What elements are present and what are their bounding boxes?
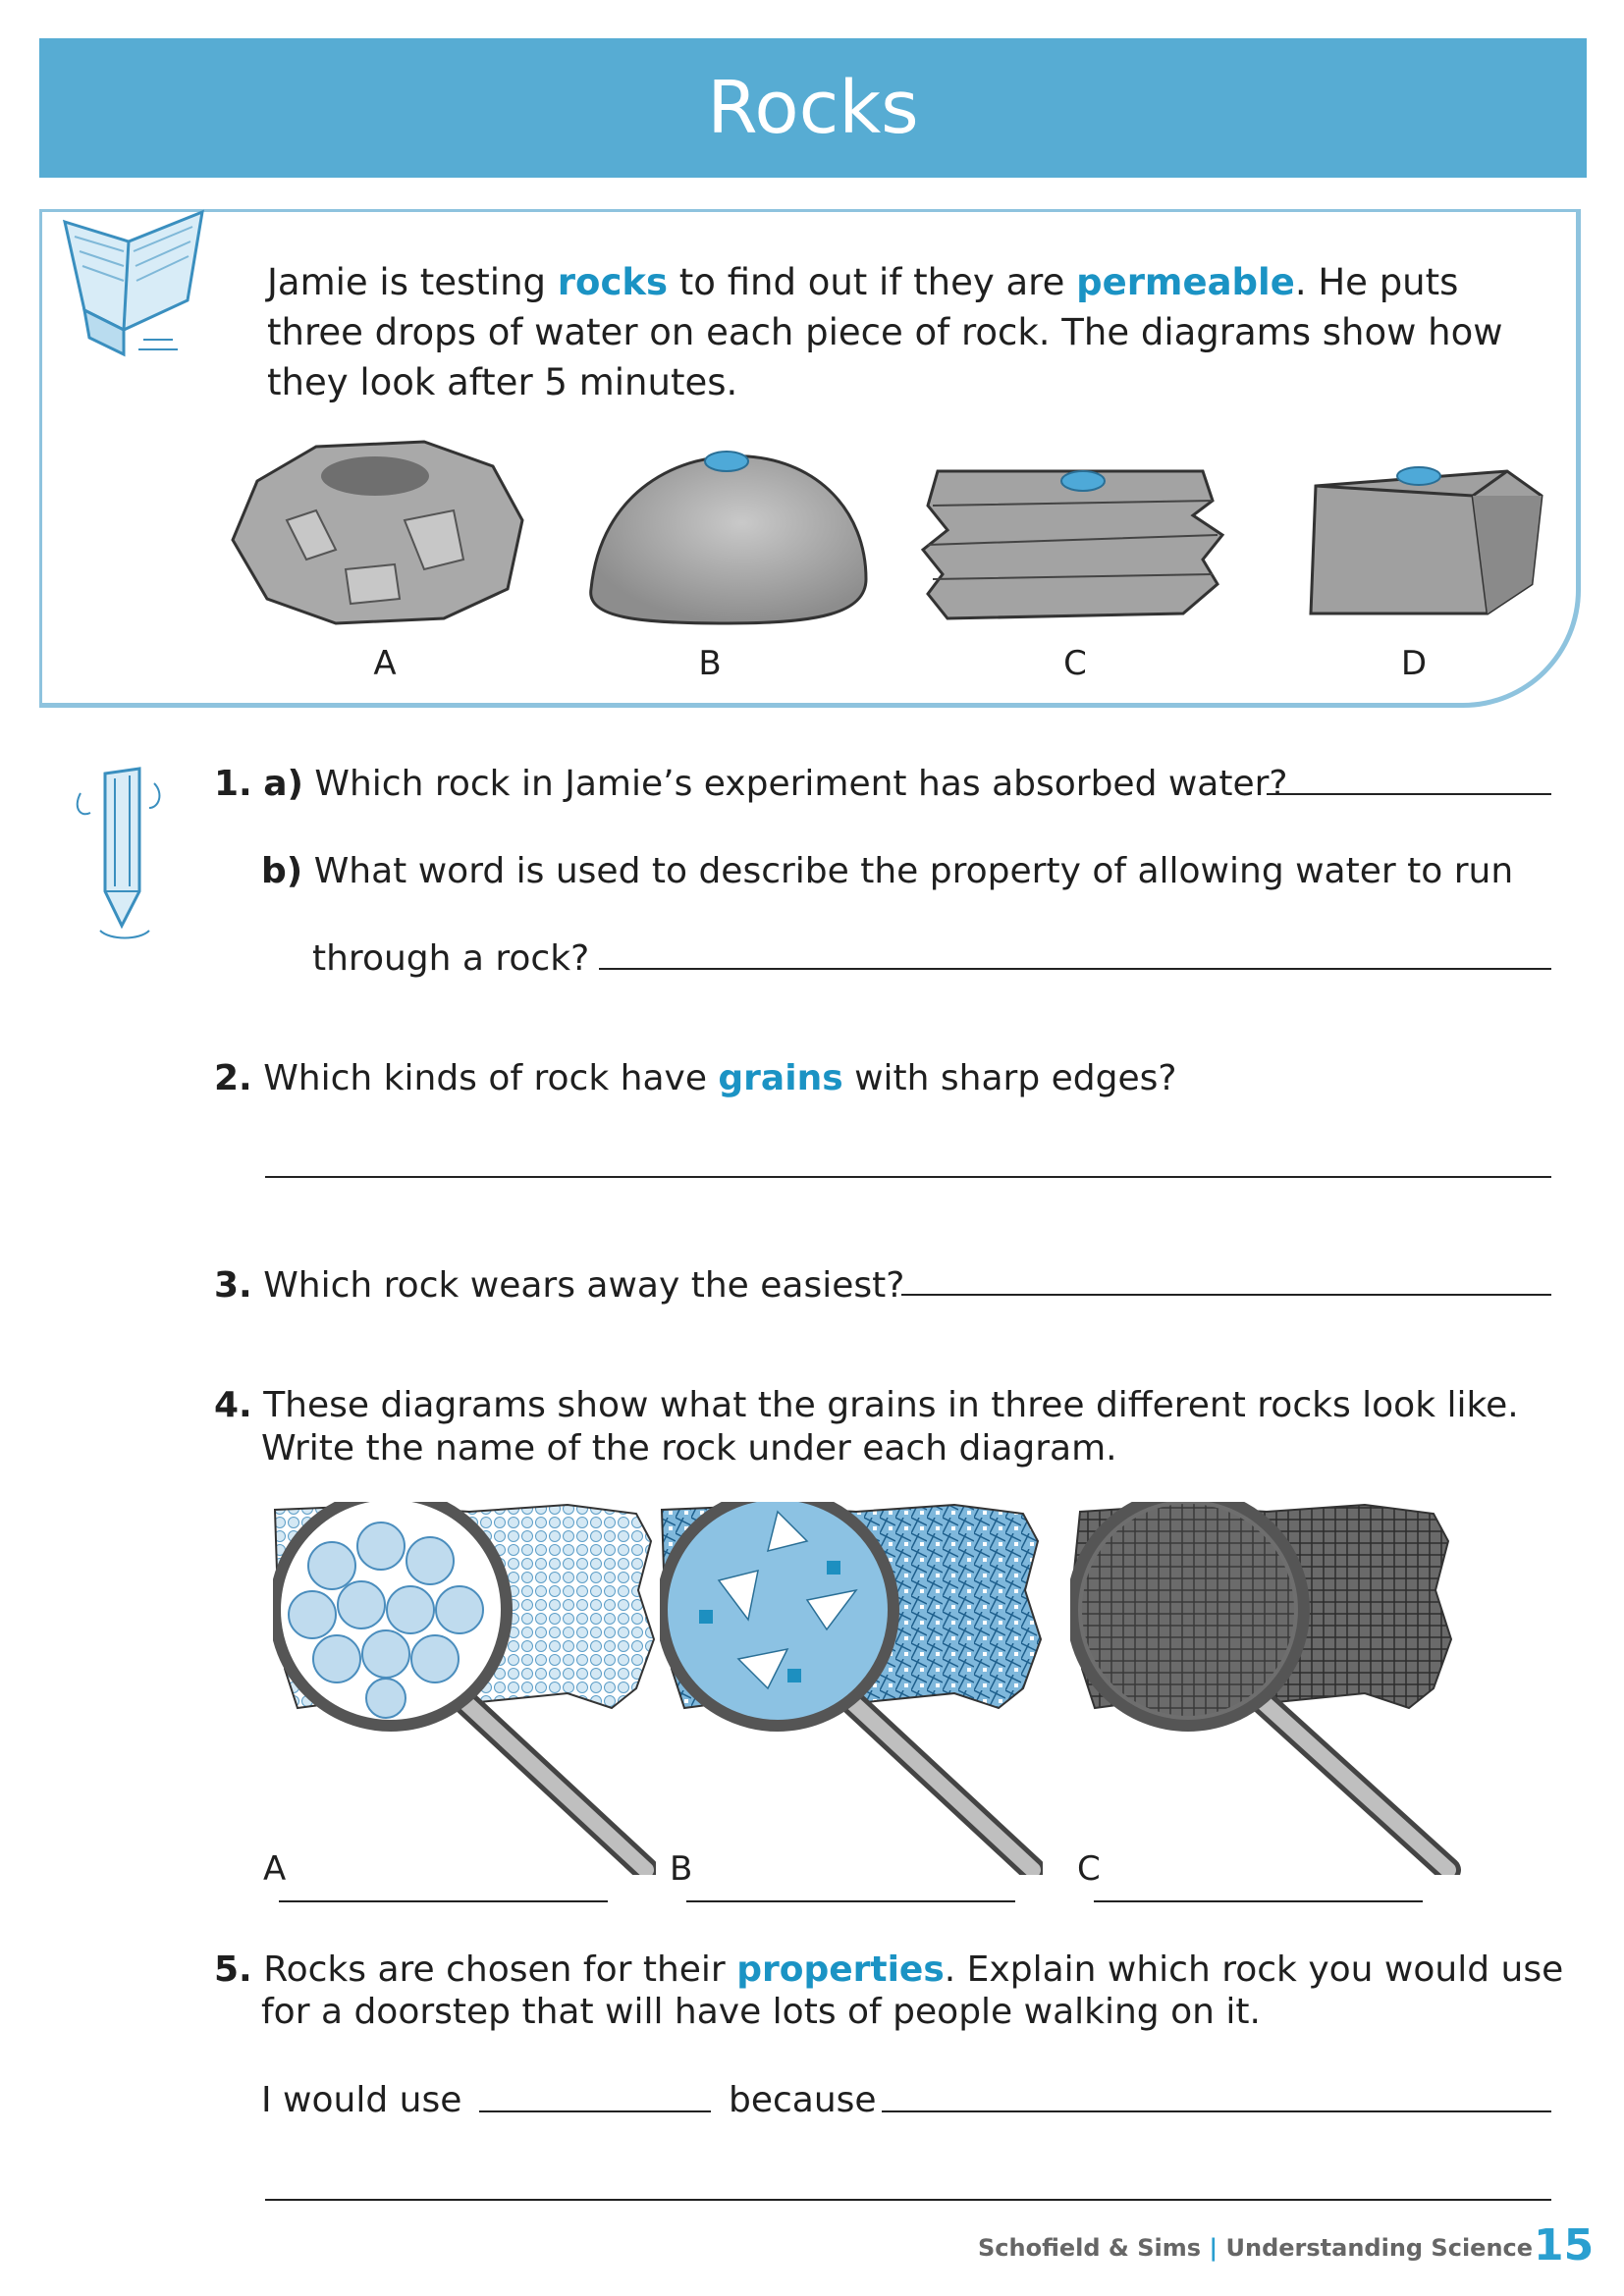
answer-line-q5-reason[interactable]: [882, 2110, 1551, 2112]
page-title: Rocks: [39, 38, 1587, 178]
footer-separator: |: [1209, 2234, 1218, 2262]
q5-text-after: . Explain which rock you would use: [944, 1949, 1564, 1990]
grain-label-b: B: [670, 1849, 693, 1889]
rock-label-d: D: [1400, 644, 1428, 683]
q2-text-before: Which kinds of rock have: [263, 1058, 719, 1098]
answer-line-q5-rock[interactable]: [479, 2110, 711, 2112]
q4-line2: Write the name of the rock under each diagram.: [261, 1428, 1117, 1468]
intro-part1: Jamie is testing: [267, 261, 558, 303]
rock-label-b: B: [698, 644, 722, 683]
q5-text-before: Rocks are chosen for their: [263, 1949, 737, 1990]
q5-answer-start: I would use: [261, 2080, 462, 2120]
keyword-rocks: rocks: [557, 261, 669, 303]
q4-line1: These diagrams show what the grains in three different rocks look like.: [263, 1385, 1519, 1425]
pencil-icon: [71, 754, 179, 940]
intro-text: [267, 257, 1553, 407]
q4-number: 4.: [214, 1385, 252, 1425]
intro-part2: to find out if they are: [668, 261, 1077, 303]
answer-line-q4c[interactable]: [1094, 1900, 1423, 1902]
rock-a-image: [228, 432, 532, 628]
rock-label-c: C: [1063, 644, 1087, 683]
q1b-text-line2: through a rock?: [312, 938, 590, 979]
page-number: 15: [1534, 2220, 1595, 2270]
question-2: [214, 1057, 1176, 1100]
q5-number: 5.: [214, 1949, 252, 1990]
grain-diagram-a: [273, 1502, 656, 1875]
answer-line-q2[interactable]: [265, 1176, 1551, 1178]
footer-series: Understanding Science: [1225, 2234, 1534, 2262]
keyword-properties: properties: [736, 1949, 945, 1990]
question-3: [214, 1264, 904, 1308]
question-4: [214, 1384, 1519, 1427]
footer-publisher: Schofield & Sims: [978, 2234, 1202, 2262]
answer-line-q3[interactable]: [901, 1294, 1551, 1296]
q1a-label: a): [263, 764, 303, 804]
keyword-grains: grains: [718, 1058, 843, 1098]
q2-text-after: with sharp edges?: [842, 1058, 1177, 1098]
answer-line-q1b[interactable]: [599, 968, 1551, 970]
q1-number: 1.: [214, 764, 252, 804]
q3-number: 3.: [214, 1265, 252, 1306]
rock-c-image: [918, 456, 1232, 623]
q5-line2: for a doorstep that will have lots of people walking on it.: [261, 1992, 1261, 2032]
q1a-text: Which rock in Jamie’s experiment has absorbed water?: [314, 764, 1288, 804]
rock-d-image: [1301, 456, 1551, 618]
rock-label-a: A: [373, 644, 397, 683]
q5-answer-middle: because: [729, 2080, 877, 2120]
q3-text: Which rock wears away the easiest?: [263, 1265, 905, 1306]
grain-label-c: C: [1077, 1849, 1101, 1889]
answer-line-q4a[interactable]: [279, 1900, 608, 1902]
keyword-permeable: permeable: [1076, 261, 1295, 303]
question-1a: [214, 763, 1288, 806]
q1b-text-line1: What word is used to describe the property of allowing water to run: [313, 851, 1514, 891]
footer-brand: [978, 2234, 1533, 2262]
grain-diagram-b: [660, 1502, 1043, 1875]
grain-diagram-c: [1070, 1502, 1463, 1875]
grain-label-a: A: [263, 1849, 287, 1889]
question-1b: [261, 850, 1513, 893]
answer-line-q1a[interactable]: [1267, 793, 1551, 795]
book-icon: [45, 192, 261, 369]
answer-line-q4b[interactable]: [686, 1900, 1015, 1902]
answer-line-q5-extra[interactable]: [265, 2199, 1551, 2201]
q1b-label: b): [261, 851, 303, 891]
rock-b-image: [581, 432, 876, 628]
intro-part3: . He puts three drops of water on each piece of rock. The diagrams show how they look after 5 minutes.: [267, 261, 1503, 403]
q2-number: 2.: [214, 1058, 252, 1098]
question-5: [214, 1949, 1563, 1992]
